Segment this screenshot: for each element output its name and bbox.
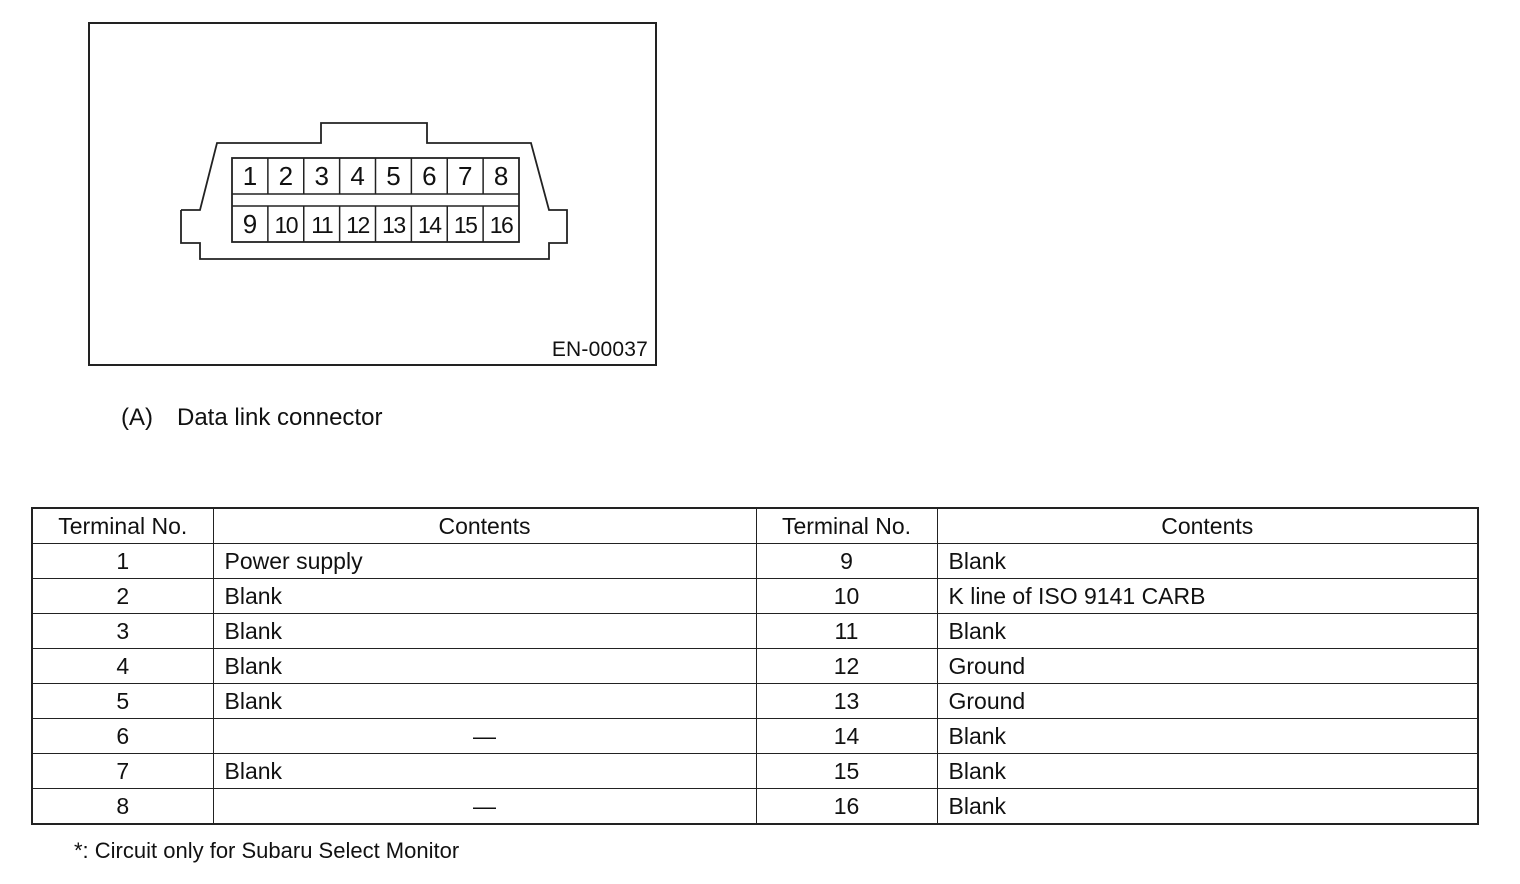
- table-row: [32, 544, 1478, 579]
- caption-text: Data link connector: [177, 404, 383, 431]
- pin-label: 14: [418, 212, 441, 238]
- footnote: *: Circuit only for Subaru Select Monitor: [74, 838, 460, 863]
- table-header-row: [32, 508, 1478, 544]
- pin-label: 2: [278, 161, 294, 191]
- terminal-contents: Blank: [213, 754, 756, 789]
- header-terminal-no-left: Terminal No.: [32, 508, 213, 544]
- table-row: [32, 719, 1478, 754]
- pin-label: 9: [242, 209, 258, 239]
- table-row: [32, 649, 1478, 684]
- terminal-contents: Ground: [937, 684, 1478, 719]
- table-row: [32, 614, 1478, 649]
- figure-code: EN-00037: [551, 338, 648, 361]
- pin-label: 8: [493, 161, 509, 191]
- terminal-number: 15: [756, 754, 937, 789]
- terminal-contents: Blank: [937, 544, 1478, 579]
- pin-label: 12: [346, 212, 369, 238]
- header-terminal-no-right: Terminal No.: [756, 508, 937, 544]
- terminal-number: 6: [32, 719, 213, 754]
- header-contents-right: Contents: [937, 508, 1478, 544]
- terminal-number: 5: [32, 684, 213, 719]
- terminal-contents-dash: —: [213, 719, 756, 754]
- pin-row-top: [243, 158, 509, 194]
- table-row: [32, 754, 1478, 789]
- terminal-number: 4: [32, 649, 213, 684]
- connector-outline: [181, 123, 567, 259]
- terminal-contents: Blank: [213, 684, 756, 719]
- terminal-number: 14: [756, 719, 937, 754]
- header-contents-left: Contents: [213, 508, 756, 544]
- pin-row-bottom: [243, 206, 513, 242]
- terminal-contents: Blank: [213, 614, 756, 649]
- terminal-contents: Blank: [937, 719, 1478, 754]
- pin-label: 15: [453, 212, 477, 238]
- terminal-contents: Blank: [937, 614, 1478, 649]
- terminal-table: [31, 507, 1479, 825]
- terminal-number: 13: [756, 684, 937, 719]
- pin-label: 13: [382, 212, 405, 238]
- terminal-contents: Blank: [213, 649, 756, 684]
- pin-label: 11: [311, 212, 333, 238]
- terminal-number: 3: [32, 614, 213, 649]
- figure-caption: [121, 404, 382, 432]
- terminal-contents-dash: —: [213, 789, 756, 825]
- terminal-number: 9: [756, 544, 937, 579]
- pin-label: 7: [457, 161, 473, 191]
- pin-label: 16: [489, 212, 513, 238]
- terminal-contents: Blank: [213, 579, 756, 614]
- terminal-contents: Ground: [937, 649, 1478, 684]
- terminal-number: 12: [756, 649, 937, 684]
- terminal-number: 11: [756, 614, 937, 649]
- table-row: [32, 789, 1478, 825]
- caption-letter: (A): [121, 404, 153, 431]
- terminal-number: 10: [756, 579, 937, 614]
- terminal-contents: K line of ISO 9141 CARB: [937, 579, 1478, 614]
- table-row: [32, 684, 1478, 719]
- pin-label: 1: [242, 161, 258, 191]
- pin-label: 10: [274, 212, 298, 238]
- terminal-number: 16: [756, 789, 937, 825]
- connector-figure: [88, 22, 657, 366]
- terminal-contents: Blank: [937, 754, 1478, 789]
- pin-label: 6: [422, 161, 437, 191]
- terminal-number: 8: [32, 789, 213, 825]
- pin-label: 5: [386, 161, 401, 191]
- terminal-contents: Power supply: [213, 544, 756, 579]
- terminal-number: 7: [32, 754, 213, 789]
- connector-drawing: [90, 24, 659, 368]
- terminal-number: 1: [32, 544, 213, 579]
- terminal-number: 2: [32, 579, 213, 614]
- table-row: [32, 579, 1478, 614]
- terminal-contents: Blank: [937, 789, 1478, 825]
- pin-label: 3: [314, 161, 329, 191]
- pin-label: 4: [350, 161, 365, 191]
